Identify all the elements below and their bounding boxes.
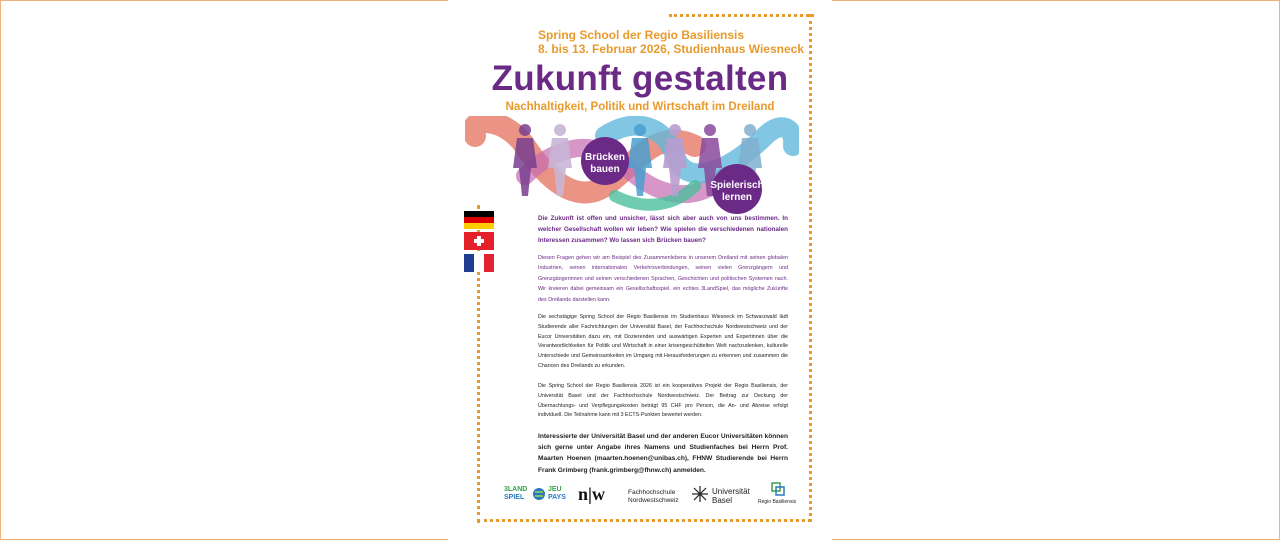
body-paragraph-3: Die sechstägige Spring School der Regio Basiliensis im Studienhaus Wiesneck im Schwarzwald lädt Studierende aller Fachrichtungen der Universität Basel, der Fachhochschule Nordwestschweiz und der Eucor Universitäten dazu ein, mit Dozierenden und auswärtigen Experten und Expertinnen über die Verantwortlichkeiten für Politik und Wirtschaft in einer krisengeschüttelten Welt nachzudenken, kulturelle Unterschiede und Gemeinsamkeiten im Umgang mit Herausforderungen zu erkennen und zusammen die Chancen des Dreilands zu erkunden.: [538, 314, 788, 369]
intro-paragraph: Die Zukunft ist offen und unsicher, lässt sich aber auch von uns bestimmen. In welcher Gesellschaft wollen wir leben? Wie spielen die verschiedenen nationalen Interessen zusammen? Wo lassen sich Brücken bauen?: [538, 215, 788, 244]
badge-bruecken-bauen: [581, 137, 629, 185]
poster-page: [449, 0, 831, 540]
header-line-1: Spring School der Regio Basiliensis: [538, 28, 745, 42]
svg-text:bauen: bauen: [590, 164, 620, 175]
body-paragraph-2: Diesen Fragen gehen wir am Beispiel des Zusammenlebens in unserem Dreiland mit seinen globalen Industrien, seinen internationalen Verkehrsverbindungen, seinen vielen Grenzgängern und Grenzgängerinnen und seinen verschiedenen Sprachen, Geschichten und politischen Systemen nach. Wir kreieren dabei gemeinsam ein Gesellschaftsspiel, ein echtes 3LandSpiel, das mögliche Zukünfte des Dreilands darstellen kann.: [538, 255, 788, 303]
dotted-border-bottom: [477, 519, 811, 522]
flag-switzerland-icon: [464, 232, 494, 250]
people-chain-illustration: [465, 116, 799, 216]
fhnw-mark: n|w: [578, 484, 605, 504]
svg-text:lernen: lernen: [721, 192, 753, 203]
landspiel-logo: 3LAND SPIEL: [504, 486, 528, 501]
jeu-pays-logo: JEU PAYS: [548, 486, 566, 501]
fhnw-logo-text: Fachhochschule Nordwestschweiz: [628, 489, 679, 504]
regio-logo-text: Regio Basiliensis: [758, 499, 797, 505]
body-paragraph-4: Die Spring School der Regio Basiliensis 2026 ist ein kooperatives Projekt der Regio Basiliensis, der Universität Basel und der Fachhochschule Nordwestschweiz. Der Beitrag zur Deckung der Übernachtungs- und Verpflegungskosten beträgt 95 CHF pro Person, die An- und Abreise erfolgt individuell. Die Teilnahme kann mit 3 ECTS-Punkten bewertet werden.: [538, 383, 788, 419]
flag-france-icon: [464, 254, 494, 272]
uni-basel-logo-text: Universität Basel: [712, 487, 750, 505]
svg-text:Brücken: Brücken: [584, 152, 626, 163]
right-page-margin: [832, 0, 1280, 540]
regio-logo-icon: [771, 482, 785, 496]
registration-paragraph: Interessierte der Universität Basel und der anderen Eucor Universitäten können sich gerne unter Angabe ihres Namens und Studienfaches bei Herrn Prof. Maarten Hoenen (maarten.hoenen@unibas.ch), FHNW Studierende bei Herrn Frank Grimberg (frank.grimberg@fhnw.ch) anmelden.: [538, 433, 788, 474]
header-line-2: 8. bis 13. Februar 2026, Studienhaus Wiesneck: [538, 42, 804, 56]
dotted-border-top: [669, 14, 814, 17]
poster-subtitle: Nachhaltigkeit, Politik und Wirtschaft im Dreiland: [505, 101, 775, 113]
flag-germany-icon: [464, 211, 494, 229]
dotted-border-left: [477, 205, 480, 523]
left-page-margin: [0, 0, 448, 540]
partner-logos: [504, 482, 804, 512]
globe-icon: [532, 486, 546, 502]
svg-text:Spielerisch: Spielerisch: [710, 180, 764, 191]
uni-basel-snowflake-icon: [691, 485, 709, 503]
event-header: [538, 28, 804, 56]
poster-title: Zukunft gestalten: [491, 59, 789, 98]
